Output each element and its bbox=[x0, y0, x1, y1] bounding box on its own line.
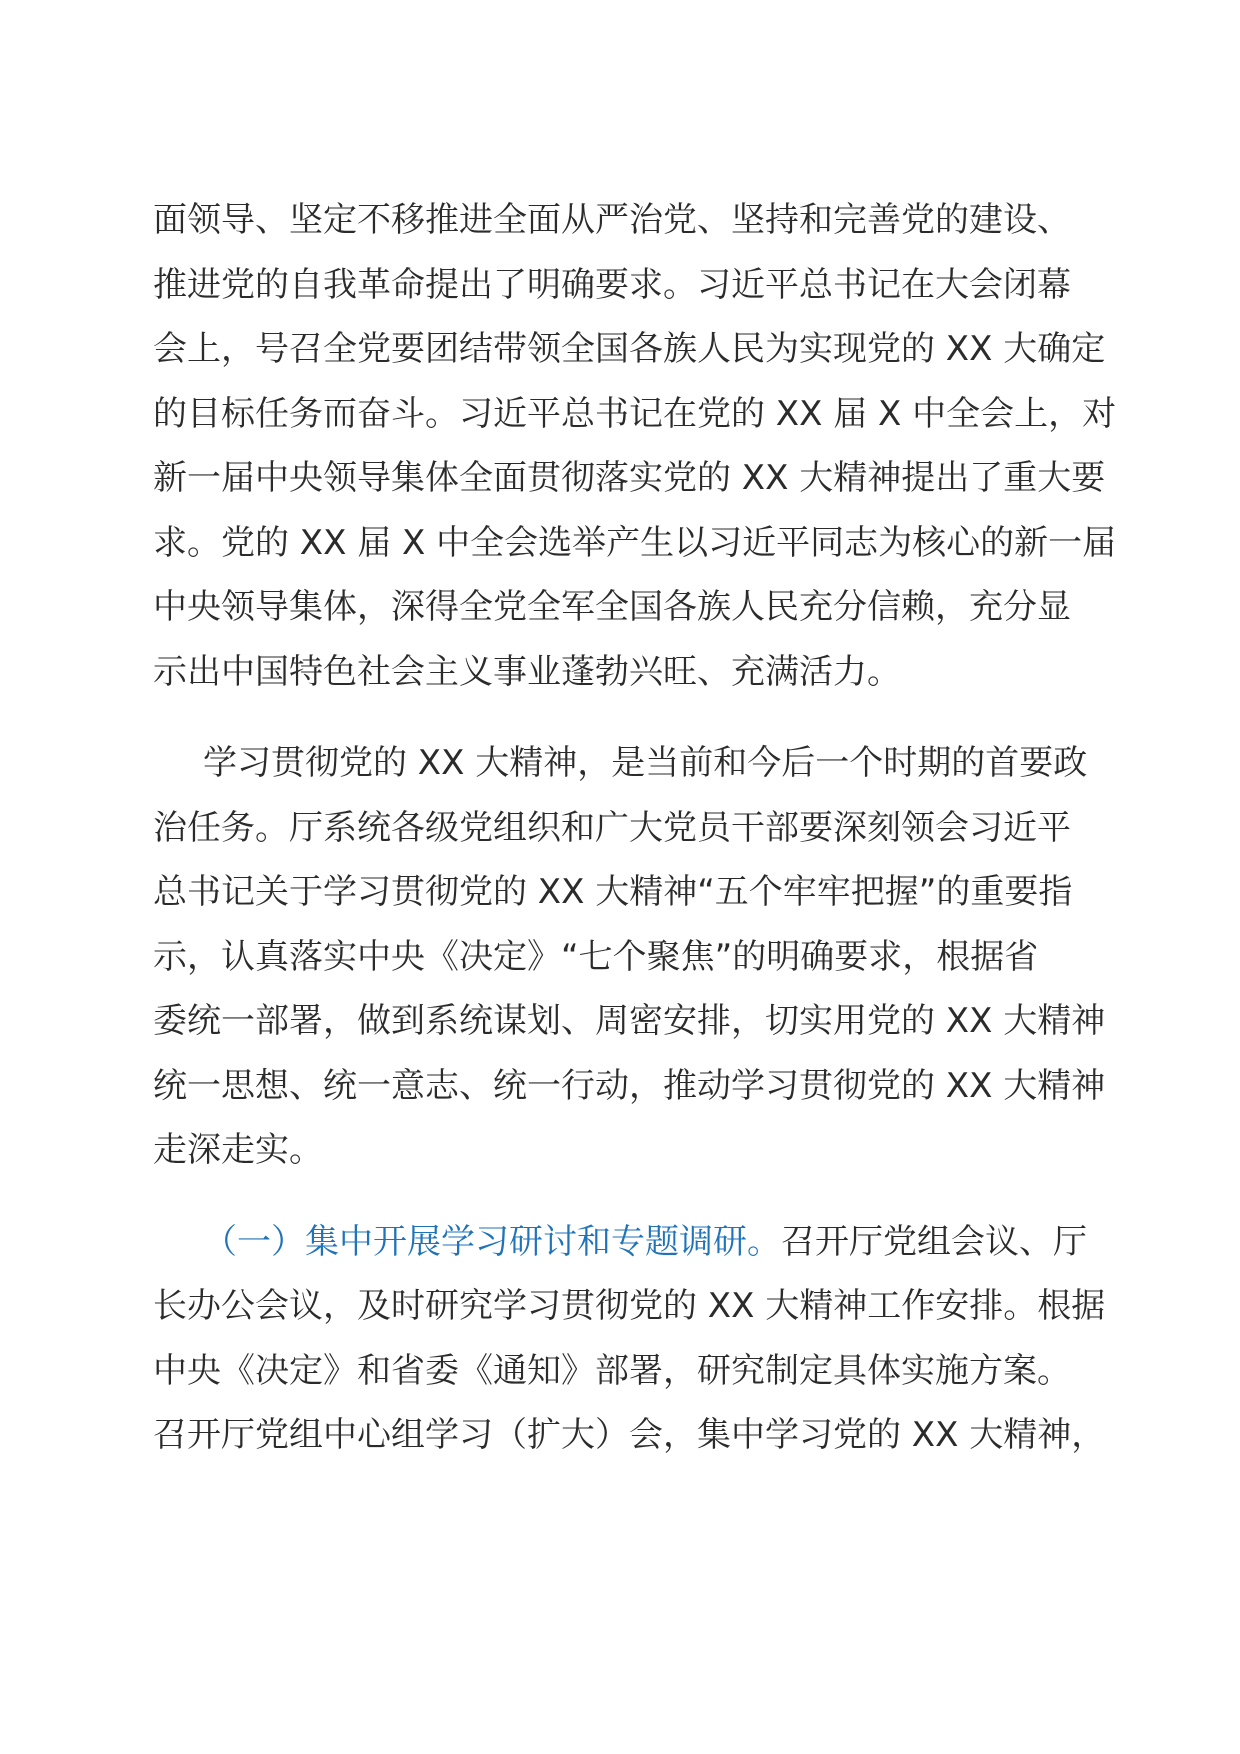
text-line bbox=[153, 1210, 1093, 1275]
text-line: 中央领导集体，深得全党全军全国各族人民充分信赖，充分显 bbox=[153, 587, 1071, 627]
text-line: 示，认真落实中央《决定》“七个聚焦”的明确要求，根据省 bbox=[153, 936, 1039, 977]
text-line: 示出中国特色社会主义事业蓬勃兴旺、充满活力。 bbox=[153, 651, 901, 692]
text-line: 委统一部署，做到系统谋划、周密安排，切实用党的 XX 大精神 bbox=[153, 1001, 1106, 1041]
text-line: 中央《决定》和省委《通知》部署，研究制定具体实施方案。 bbox=[153, 1350, 1071, 1391]
document-body bbox=[153, 188, 1117, 1468]
text-line: 的目标任务而奋斗。习近平总书记在党的 XX 届 X 中全会上，对 bbox=[153, 393, 1117, 434]
section-heading: （一）集中开展学习研讨和专题调研。 bbox=[203, 1221, 781, 1262]
text-line: 新一届中央领导集体全面贯彻落实党的 XX 大精神提出了重大要 bbox=[153, 458, 1106, 498]
paragraph-2 bbox=[153, 731, 1106, 1183]
text-line: 面领导、坚定不移推进全面从严治党、坚持和完善党的建设、 bbox=[153, 200, 1071, 240]
text-line: 求。党的 XX 届 X 中全会选举产生以习近平同志为核心的新一届 bbox=[153, 522, 1117, 563]
text-line: 治任务。厅系统各级党组织和广大党员干部要深刻领会习近平 bbox=[153, 807, 1071, 848]
heading-line-rest: 召开厅党组会议、厅 bbox=[781, 1221, 1087, 1262]
paragraph-3 bbox=[153, 1210, 1106, 1468]
text-line: 总书记关于学习贯彻党的 XX 大精神“五个牢牢把握”的重要指 bbox=[153, 872, 1073, 912]
text-line: 学习贯彻党的 XX 大精神，是当前和今后一个时期的首要政 bbox=[203, 743, 1088, 783]
text-line: 走深走实。 bbox=[153, 1130, 323, 1170]
paragraph-1 bbox=[153, 188, 1117, 704]
text-line: 推进党的自我革命提出了明确要求。习近平总书记在大会闭幕 bbox=[153, 264, 1071, 305]
text-line: 会上，号召全党要团结带领全国各族人民为实现党的 XX 大确定 bbox=[153, 329, 1106, 369]
text-line: 长办公会议，及时研究学习贯彻党的 XX 大精神工作安排。根据 bbox=[153, 1286, 1106, 1326]
text-line: 召开厅党组中心组学习（扩大）会，集中学习党的 XX 大精神， bbox=[153, 1415, 1106, 1455]
text-line: 统一思想、统一意志、统一行动，推动学习贯彻党的 XX 大精神 bbox=[153, 1065, 1106, 1106]
